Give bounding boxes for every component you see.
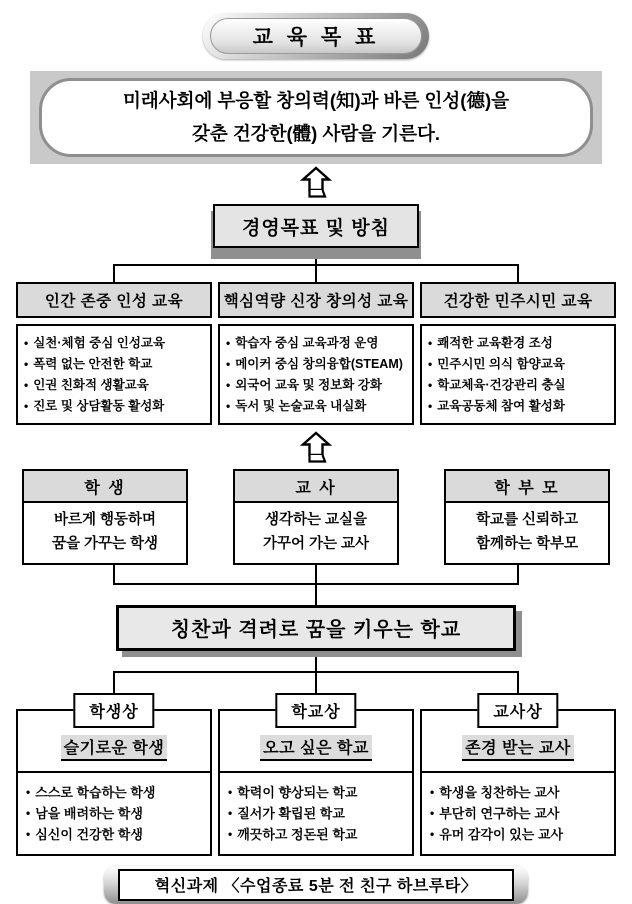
connector-line <box>517 671 519 693</box>
ideal-box <box>420 709 616 856</box>
column-header: 인간 존중 인성 교육 <box>16 282 212 318</box>
mission-line2: 갖춘 건강한(體) 사람을 기른다. <box>192 122 440 144</box>
arrow-row-2 <box>0 431 632 467</box>
connector-management <box>0 248 632 282</box>
actor-body <box>235 503 397 563</box>
ideal-box <box>16 709 212 856</box>
arrow-row-1 <box>0 166 632 202</box>
actor-line2: 가꾸어 가는 교사 <box>262 535 370 552</box>
connector-line <box>315 264 317 282</box>
ideal-subtitle: 오고 싶은 학교 <box>260 735 372 761</box>
connector-ideals <box>0 651 632 693</box>
list-item: • 외국어 교육 및 정보화 강화 <box>226 375 408 395</box>
list-item: • 실천·체험 중심 인성교육 <box>24 333 206 353</box>
list-item: • 유머 감각이 있는 교사 <box>430 824 610 845</box>
connector-line <box>315 565 317 585</box>
column-character-education <box>16 282 212 425</box>
footer-label: 혁신과제 〈수업종료 5분 전 친구 하브루타〉 <box>118 869 514 901</box>
ideal-subtitle: 존경 받는 교사 <box>462 735 574 761</box>
ideals-row <box>0 693 632 856</box>
connector-line <box>315 651 317 672</box>
up-arrow-icon <box>295 431 337 465</box>
connector-line <box>113 264 115 282</box>
list-item: • 심신이 건강한 학생 <box>26 824 206 845</box>
actor-header: 학 생 <box>24 471 186 503</box>
list-item: • 폭력 없는 안전한 학교 <box>24 354 206 374</box>
column-body <box>16 324 212 425</box>
actor-header: 교 사 <box>235 471 397 503</box>
education-goals-diagram <box>0 13 632 895</box>
ideal-items <box>18 773 210 854</box>
connector-line <box>315 248 317 265</box>
list-item: • 남을 배려하는 학생 <box>26 803 206 824</box>
ideal-items <box>220 773 412 854</box>
list-item: • 부단히 연구하는 교사 <box>430 803 610 824</box>
list-item: • 깨끗하고 정돈된 학교 <box>228 824 408 845</box>
actor-line1: 학교를 신뢰하고 <box>475 512 579 528</box>
actor-line2: 함께하는 학부모 <box>475 535 579 552</box>
connector-vision <box>0 565 632 605</box>
connector-line <box>315 671 317 693</box>
management-title-box <box>213 204 419 248</box>
title-pill-inner <box>210 18 422 54</box>
management-columns <box>0 282 632 425</box>
management-title-label: 경영목표 및 방침 <box>241 217 391 239</box>
mission-line1: 미래사회에 부응할 창의력(知)과 바른 인성(德)을 <box>122 90 509 112</box>
column-body <box>420 324 616 425</box>
ideal-student <box>16 693 212 856</box>
title-pill <box>203 13 429 59</box>
list-item: • 스스로 학습하는 학생 <box>26 782 206 803</box>
ideal-tab: 학생상 <box>73 693 154 728</box>
ideal-items <box>422 773 614 854</box>
actor-teacher <box>233 469 399 565</box>
actor-header: 학 부 모 <box>446 471 608 503</box>
actor-line1: 생각하는 교실을 <box>264 512 368 528</box>
column-header: 핵심역량 신장 창의성 교육 <box>218 282 414 318</box>
actor-body <box>24 503 186 563</box>
actor-student <box>22 469 188 565</box>
list-item: • 진로 및 상담활동 활성화 <box>24 396 206 416</box>
list-item: • 쾌적한 교육환경 조성 <box>428 333 610 353</box>
actor-line1: 바르게 행동하며 <box>53 512 157 528</box>
connector-line <box>113 671 115 693</box>
up-arrow-icon <box>295 166 337 200</box>
list-item: • 학교체육·건강관리 충실 <box>428 375 610 395</box>
mission-box <box>39 78 593 157</box>
actors-row <box>0 469 632 565</box>
page-title: 교 육 목 표 <box>252 26 380 49</box>
ideal-teacher <box>420 693 616 856</box>
vision-box: 칭찬과 격려로 꿈을 키우는 학교 <box>116 605 516 651</box>
ideal-tab: 교사상 <box>477 693 558 728</box>
list-item: • 민주시민 의식 함양교육 <box>428 354 610 374</box>
column-citizen-education <box>420 282 616 425</box>
actor-body <box>446 503 608 563</box>
connector-line <box>517 264 519 282</box>
list-item: • 학력이 향상되는 학교 <box>228 782 408 803</box>
actor-line2: 꿈을 가꾸는 학생 <box>51 535 159 552</box>
list-item: • 메이커 중심 창의융합(STEAM) <box>226 354 408 374</box>
ideal-subtitle: 슬기로운 학생 <box>61 735 168 761</box>
footer-banner <box>104 866 528 904</box>
column-creativity-education <box>218 282 414 425</box>
ideal-box <box>218 709 414 856</box>
ideal-school <box>218 693 414 856</box>
column-header: 건강한 민주시민 교육 <box>420 282 616 318</box>
connector-line <box>315 583 317 605</box>
connector-line <box>517 565 519 585</box>
list-item: • 학생을 칭찬하는 교사 <box>430 782 610 803</box>
list-item: • 교육공동체 참여 활성화 <box>428 396 610 416</box>
actor-parent <box>444 469 610 565</box>
column-body <box>218 324 414 425</box>
list-item: • 인권 친화적 생활교육 <box>24 375 206 395</box>
list-item: • 질서가 확립된 학교 <box>228 803 408 824</box>
mission-band <box>30 71 602 164</box>
ideal-tab: 학교상 <box>275 693 356 728</box>
connector-line <box>113 565 115 585</box>
list-item: • 독서 및 논술교육 내실화 <box>226 396 408 416</box>
list-item: • 학습자 중심 교육과정 운영 <box>226 333 408 353</box>
